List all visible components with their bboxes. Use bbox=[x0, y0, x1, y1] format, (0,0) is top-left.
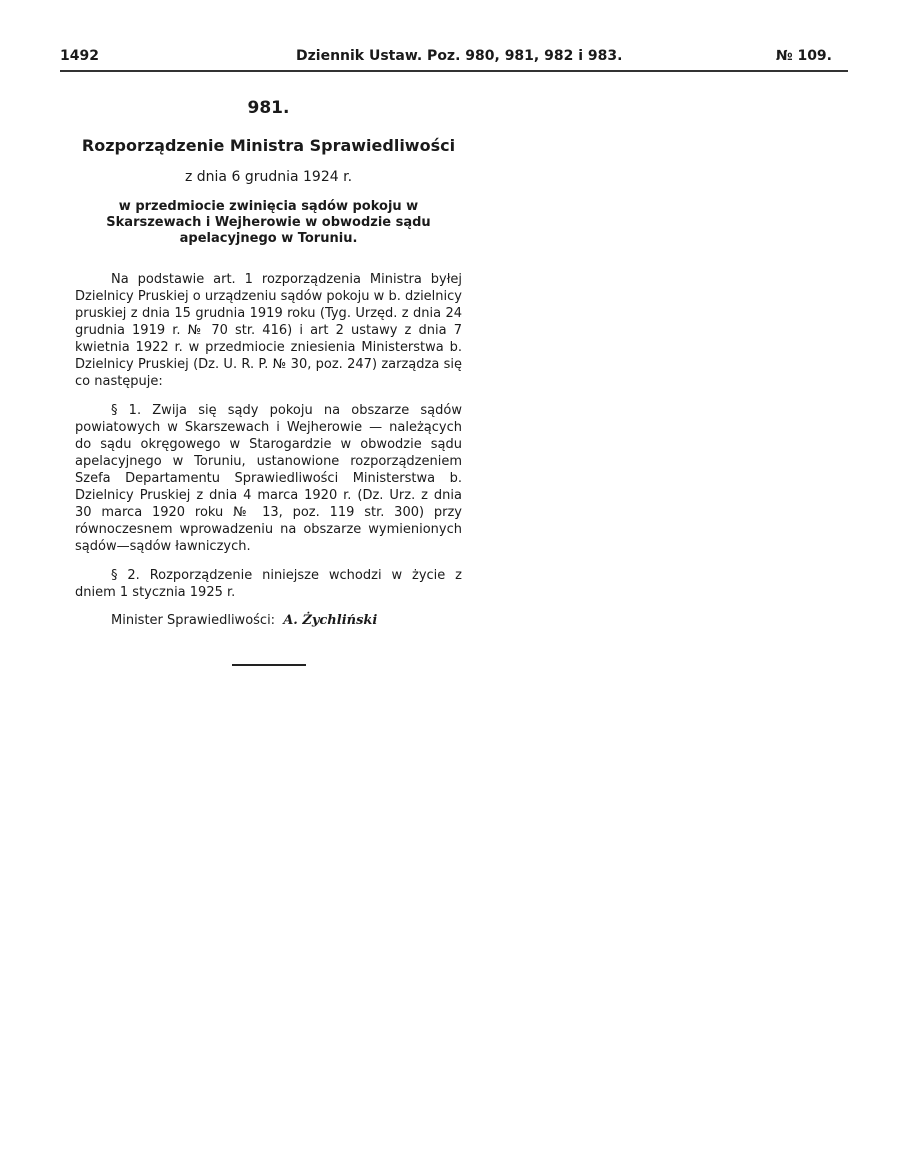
journal-title: Dziennik Ustaw. Poz. 980, 981, 982 i 983. bbox=[296, 48, 623, 64]
document-date: z dnia 6 grudnia 1924 r. bbox=[184, 169, 353, 185]
document-subject: w przedmiocie zwinięcia sądów pokoju w Skarszewach i Wejherowie w obwodzie sądu apelacyjnego w Toruniu. bbox=[106, 199, 431, 246]
end-divider bbox=[232, 664, 306, 666]
page-header bbox=[60, 44, 846, 68]
issue-number: № 109. bbox=[775, 48, 832, 64]
document-title: Rozporządzenie Ministra Sprawiedliwości bbox=[81, 136, 456, 155]
document-number: 981. bbox=[247, 98, 290, 118]
page-number: 1492 bbox=[60, 48, 99, 64]
section-2-paragraph: § 2. Rozporządzenie niniejsze wchodzi w życie z dniem 1 stycznia 1925 r. bbox=[75, 568, 462, 600]
signature-line bbox=[75, 613, 462, 628]
preamble-paragraph: Na podstawie art. 1 rozporządzenia Ministra byłej Dzielnicy Pruskiej o urządzeniu sądów pokoju w b. dzielnicy pruskiej z dnia 15 grudnia 1919 roku (Tyg. Urzęd. z dnia 24 grudnia 1919 r. № 70 str. 416) i art 2 ustawy z dnia 7 kwietnia 1922 r. w przedmiocie zniesienia Ministerstwa b. Dzielnicy Pruskiej (Dz. U. R. P. № 30, poz. 247) zarządza się co następuje: bbox=[75, 272, 462, 389]
section-1-paragraph: § 1. Zwija się sądy pokoju na obszarze sądów powiatowych w Skarszewach i Wejherowie — należących do sądu okręgowego w Starogardzie w obwodzie sądu apelacyjnego w Toruniu, ustanowione rozporządzeniem Szefa Departamentu Sprawiedliwości Ministerstwa b. Dzielnicy Pruskiej z dnia 4 marca 1920 r. (Dz. Urz. z dnia 30 marca 1920 roku № 13, poz. 119 str. 300) przy równoczesnem wprowadzeniu na obszarze wymienionych sądów—sądów ławniczych. bbox=[75, 403, 462, 554]
header-divider bbox=[60, 70, 848, 72]
signature-label: Minister Sprawiedliwości: bbox=[111, 613, 276, 628]
signature-name: A. Żychliński bbox=[283, 613, 378, 628]
document-column bbox=[75, 92, 462, 628]
